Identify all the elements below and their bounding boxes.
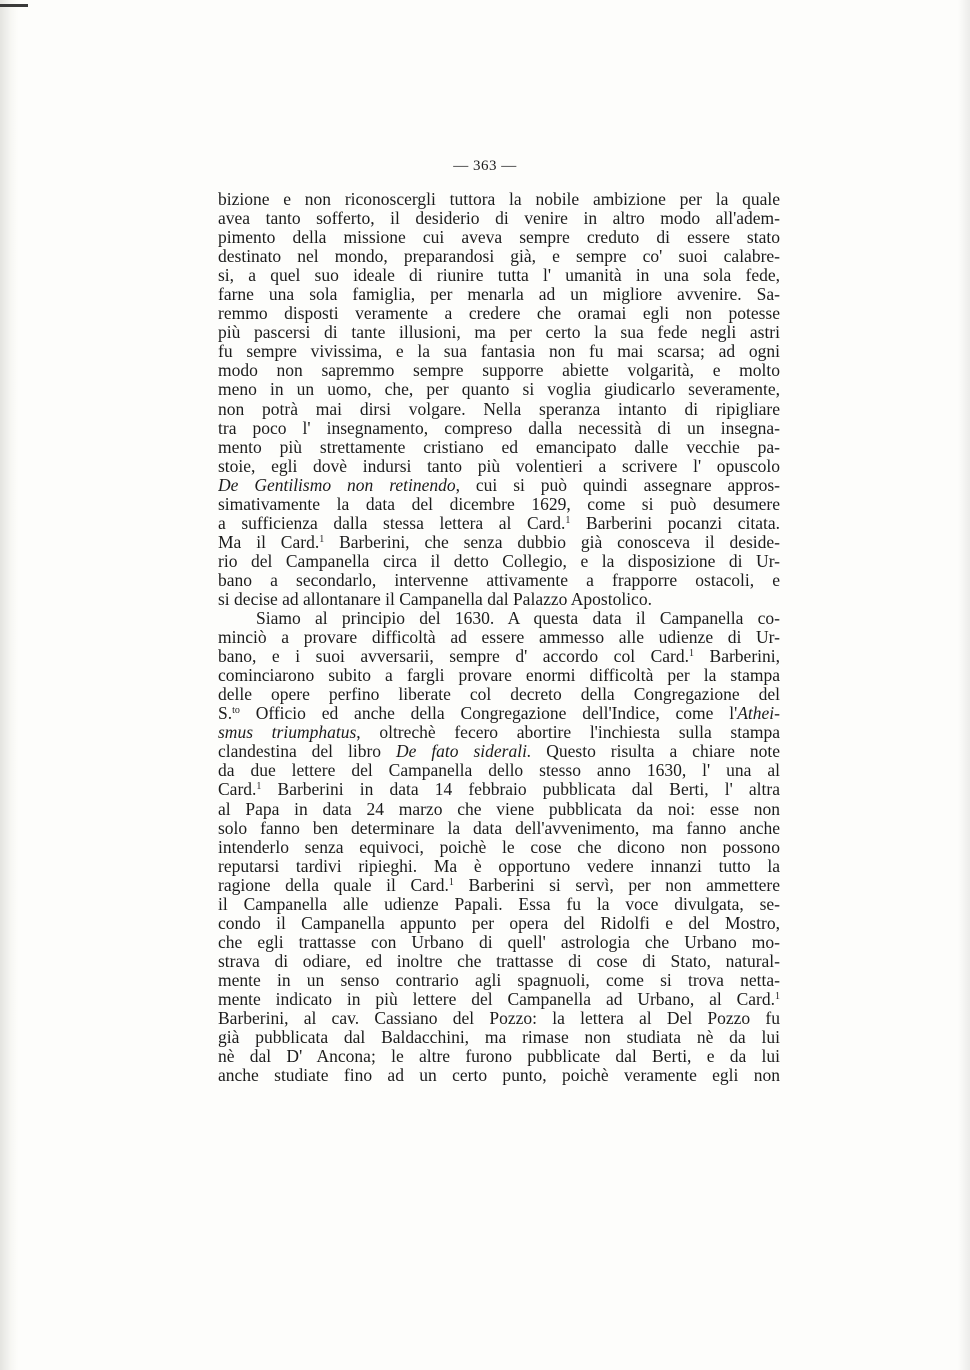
superscript: 1 (775, 990, 780, 1002)
text-run: Barberini pocanzi citata. (570, 513, 780, 533)
text-line (218, 476, 780, 495)
text-line: nè dal D' Ancona; le altre furono pubblicate dal Berti, e da lui (218, 1047, 780, 1067)
page-number: — 363 — (453, 158, 517, 174)
text-line: rio del Campanella circa il detto Collegio, e la disposizione di Ur- (218, 551, 780, 571)
text-run: a sufficienza dalla stessa lettera al Card. (218, 513, 566, 533)
text-line (218, 780, 780, 799)
text-line (218, 533, 780, 552)
italic-title: De Gentilismo non retinendo (218, 475, 456, 495)
text-line: si, a quel suo ideale di riunire tutta l' umanità in una sola fede, (218, 266, 780, 286)
text-line: mente in un senso contrario agli spagnuoli, come si trova netta- (218, 970, 780, 990)
text-line: avea tanto sofferto, il desiderio di venire in altro modo all'adem- (218, 209, 780, 229)
text-line (218, 876, 780, 895)
text-line: da due lettere del Campanella dello stesso anno 1630, l' una al (218, 761, 780, 781)
italic-title: smus triumphatus (218, 723, 357, 743)
text-line: condo il Campanella appunto per opera del Ridolfi e del Mostro, (218, 913, 780, 933)
text-line: non potrà mai dirsi volgare. Nella speranza intanto di ripigliare (218, 399, 780, 419)
text-line: remmo disposti veramente a credere che oramai egli non potesse (218, 304, 780, 324)
text-run: Barberini si servì, per non ammettere (453, 875, 780, 895)
text-line (218, 514, 780, 533)
text-run: ragione della quale il Card. (218, 875, 449, 895)
text-line: intenderlo senza equivoci, poichè le cose che dicono non possono (218, 837, 780, 857)
text-line: farne una sola famiglia, per menarla ad un migliore avvenire. Sa- (218, 285, 780, 305)
italic-title: Athei- (737, 704, 780, 724)
text-run: , oltrechè fecero abortire l'inchiesta sulla stampa (356, 723, 780, 743)
superscript: 1 (565, 514, 571, 526)
text-run: clandestina del libro (218, 742, 396, 762)
text-line: stoie, egli dovè indursi tanto più volentieri a scrivere l' opuscolo (218, 456, 780, 476)
text-line: strava di odiare, ed inoltre che trattasse di cose di Stato, natural- (218, 951, 780, 971)
italic-title: De fato siderali. (395, 742, 532, 762)
text-line: più pascersi di tante illusioni, ma per certo la sua fede negli astri (218, 323, 780, 343)
text-run: Barberini, che senza dubbio già conosceva il deside- (324, 532, 780, 552)
text-line: modo non sapremmo sempre supporre abiette volgarità, e molto (218, 361, 780, 381)
text-line: Siamo al principio del 1630. A questa data il Campanella co- (256, 609, 780, 629)
text-line: si decise ad allontanare il Campanella dal Palazzo Apostolico. (218, 589, 652, 609)
text-run: Questo risulta a chiare note (531, 742, 780, 762)
text-line (218, 704, 780, 723)
text-line: pimento della missione cui aveva sempre creduto di essere stato (218, 228, 780, 248)
text-line: solo fanno ben determinare la data dell'avvenimento, ma fanno anche (218, 818, 780, 838)
text-line: meno in un uomo, che, per quanto si voglia giudicarlo severamente, (218, 380, 780, 400)
text-run: Officio ed anche della Congregazione dell'Indice, come l' (239, 704, 738, 724)
text-line: che egli trattasse con Urbano di quell' astrologia che Urbano mo- (218, 932, 780, 952)
text-line: mento più strettamente cristiano ed emancipato dalle vecchie pa- (218, 437, 780, 457)
text-run: S. (218, 704, 233, 724)
body-text (218, 190, 780, 1085)
text-line (218, 990, 780, 1009)
text-line (218, 723, 780, 742)
superscript: 1 (689, 648, 694, 660)
text-line: cominciarono subito a fargli provare enormi difficoltà per la stampa (218, 666, 780, 686)
text-run: Card. (218, 780, 257, 800)
text-run: , cui si può quindi assegnare appros- (455, 475, 780, 495)
text-line (218, 647, 780, 666)
superscript: to (232, 705, 240, 717)
text-line: fu sempre vivissima, e la sua fantasia non fu mai scarsa; ad ogni (218, 342, 780, 362)
text-line: minciò a provare difficoltà ad essere ammesso alle udienze di Ur- (218, 628, 780, 648)
text-run: Barberini in data 14 febbraio pubblicata dal Berti, l' altra (261, 780, 780, 800)
text-line: destinato nel mondo, preparandosi già, e sempre co' suoi calabre- (218, 247, 780, 267)
text-run: Barberini, (694, 647, 780, 667)
superscript: 1 (319, 533, 325, 545)
text-line: bizione e non riconoscergli tuttora la nobile ambizione per la quale (218, 190, 780, 209)
text-line: il Campanella alle udienze Papali. Essa fu la voce divulgata, se- (218, 894, 780, 914)
text-line: simativamente la data del dicembre 1629, come si può desumere (218, 494, 780, 514)
text-line: delle opere perfino liberate col decreto della Congregazione del (218, 685, 780, 705)
text-line: anche studiate fino ad un certo punto, poichè veramente egli non (218, 1066, 780, 1086)
text-line: già pubblicata dal Baldacchini, ma rimase non studiata nè da lui (218, 1028, 780, 1048)
text-line: al Papa in data 24 marzo che viene pubblicata da noi: esse non (218, 799, 780, 819)
text-run: mente indicato in più lettere del Campanella ad Urbano, al Card. (218, 989, 775, 1009)
page-edge-right (958, 0, 970, 1370)
scan-corner-mark (0, 4, 28, 7)
superscript: 1 (448, 876, 454, 888)
text-line: Barberini, al cav. Cassiano del Pozzo: la lettera al Del Pozzo fu (218, 1009, 780, 1029)
text-run: bano, e i suoi avversarii, sempre d' accordo col Card. (218, 647, 689, 667)
text-run: Ma il Card. (218, 532, 320, 552)
page-edge-left (0, 0, 18, 1370)
text-line: tra poco l' insegnamento, compreso dalla necessità di un insegna- (218, 418, 780, 438)
text-line (218, 742, 780, 761)
superscript: 1 (256, 781, 262, 793)
text-line: bano a secondarlo, intervenne attivamente a frapporre ostacoli, e (218, 570, 780, 590)
text-line: reputarsi tardivi ripieghi. Ma è opportuno vedere innanzi tutto la (218, 856, 780, 876)
